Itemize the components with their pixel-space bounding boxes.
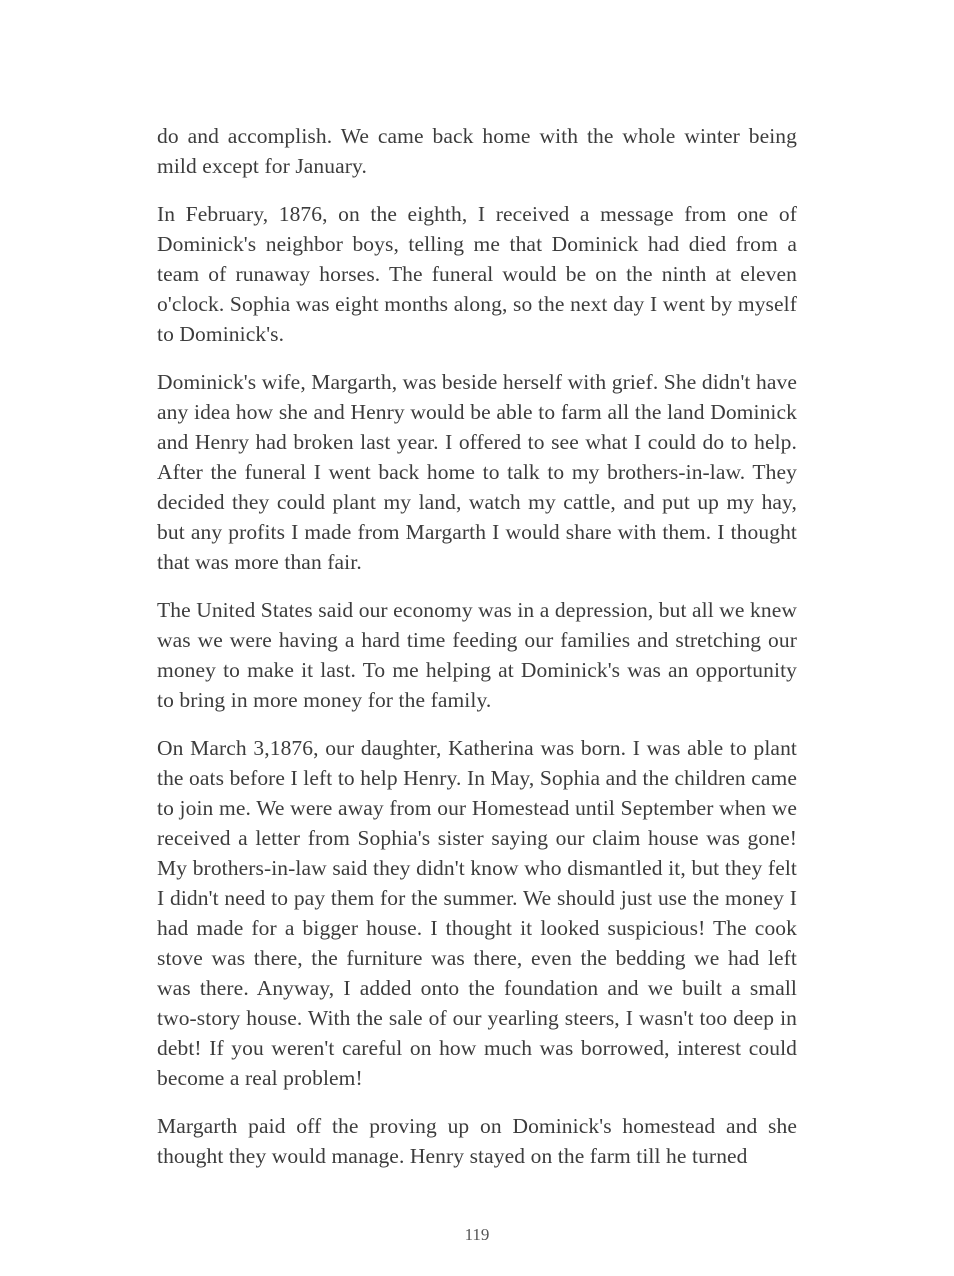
paragraph: In February, 1876, on the eighth, I received a message from one of Dominick's neighbor boys, telling me that Dominick had died from a team of runaway horses. The funeral would be on the ninth at eleven o'clock. Sophia was eight months along, so the next day I went by myself to Dominick's. (157, 202, 797, 346)
paragraph: The United States said our economy was in a depression, but all we knew was we were having a hard time feeding our families and stretching our money to make it last. To me helping at Dominick's was an opportunity to bring in more money for the family. (157, 598, 798, 712)
page-text (157, 121, 797, 1171)
paragraph: On March 3,1876, our daughter, Katherina was born. I was able to plant the oats before I left to help Henry. In May, Sophia and the children came to join me. We were away from our Homestead until September when we received a letter from Sophia's sister saying our claim house was gone! My brothers-in-law said they didn't know who dismantled it, but they felt I didn't need to pay them for the summer. We should just use the money I had made for a bigger house. I thought it looked suspicious! The cook stove was there, the furniture was there, even the bedding we had left was there. Anyway, I added onto the foundation and we built a small two-story house. With the sale of our yearling steers, I wasn't too deep in debt! If you weren't careful on how much was borrowed, interest could become a real problem! (157, 736, 797, 1090)
paragraph: Margarth paid off the proving up on Dominick's homestead and she thought they would manage. Henry stayed on the farm till he turned (157, 1114, 797, 1168)
page-number: 119 (464, 1225, 490, 1244)
paragraph: Dominick's wife, Margarth, was beside herself with grief. She didn't have any idea how she and Henry would be able to farm all the land Dominick and Henry had broken last year. I offered to see what I could do to help. After the funeral I went back home to talk to my brothers-in-law. They decided they could plant my land, watch my cattle, and put up my hay, but any profits I made from Margarth I would share with them. I thought that was more than fair. (157, 370, 797, 574)
paragraph: do and accomplish. We came back home with the whole winter being mild except for January. (157, 124, 797, 178)
